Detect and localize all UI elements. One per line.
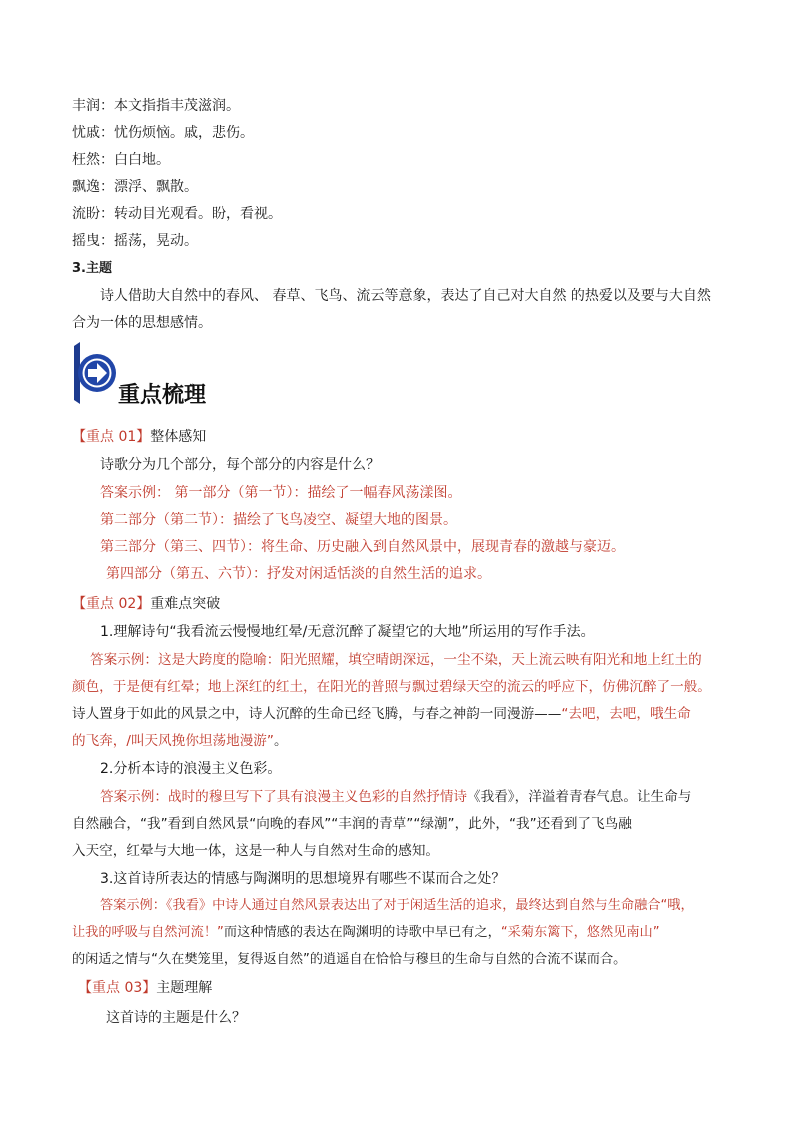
point-label: 【重点 03】 — [78, 980, 157, 996]
point-03-question: 这首诗的主题是什么？ — [106, 1010, 246, 1026]
theme-paragraph-line: 合为一体的思想感情。 — [72, 315, 212, 331]
answer-1-line — [72, 732, 288, 750]
answer-quote: “去吧，去吧，哦生命 — [561, 706, 691, 722]
vocab-def: 摇荡，晃动。 — [114, 233, 198, 249]
question-1: 1.理解诗句“我看流云慢慢地红晕/无意沉醉了凝望它的大地”所运用的写作手法。 — [100, 624, 595, 640]
vocab-term: 丰润 — [72, 98, 100, 114]
vocab-item: 丰润：本文指指丰茂滋润。 — [72, 98, 240, 114]
point-01-heading — [72, 428, 206, 446]
answer-quote: “采菊东篱下，悠然见南山” — [500, 925, 660, 940]
answer-line: 第四部分（第五、六节）：抒发对闲适恬淡的自然生活的追求。 — [106, 566, 491, 582]
answer-line: 第二部分（第二节）：描绘了飞鸟凌空、凝望大地的图景。 — [100, 512, 457, 528]
answer-quote: 让我的呼吸与自然河流！” — [72, 925, 224, 940]
vocab-term: 飘逸 — [72, 179, 100, 195]
answer-line: 答案示例： 第一部分（第一节）：描绘了一幅春风荡漾图。 — [100, 485, 462, 501]
point-03-heading — [78, 979, 212, 997]
theme-paragraph-line: 诗人借助大自然中的春风、 春草、飞鸟、流云等意象，表达了自己对大自然 的热爱以及要与大自然 — [100, 288, 711, 304]
point-title: 主题理解 — [156, 980, 213, 996]
vocab-term: 摇曳 — [72, 233, 100, 249]
vocab-item: 飘逸：漂浮、飘散。 — [72, 179, 198, 195]
answer-1-line: 答案示例：这是大跨度的隐喻：阳光照耀，填空晴朗深远，一尘不染，天上流云映有阳光和地上红土的 — [90, 652, 702, 668]
point-title: 重难点突破 — [150, 596, 221, 612]
answer-text: 《我看》，洋溢着青春气息。让生命与 — [467, 789, 692, 805]
vocab-def: 漂浮、飘散。 — [114, 179, 198, 195]
point-label: 【重点 02】 — [72, 596, 151, 612]
answer-3-line — [100, 897, 694, 915]
point-title: 整体感知 — [150, 429, 207, 445]
answer-quote: “哦， — [660, 898, 694, 913]
vocab-item: 忧戚：忧伤烦恼。戚，悲伤。 — [72, 125, 254, 141]
vocab-item: 枉然：白白地。 — [72, 152, 170, 168]
answer-3-line — [72, 924, 660, 942]
vocab-def: 白白地。 — [114, 152, 170, 168]
vocab-item: 流盼：转动目光观看。盼，看视。 — [72, 206, 282, 222]
section-title: 重点梳理 — [118, 382, 207, 408]
vocab-term: 流盼 — [72, 206, 100, 222]
answer-text: 诗人置身于如此的风景之中，诗人沉醉的生命已经飞腾，与春之神韵一同漫游—— — [72, 706, 562, 722]
answer-text: 。 — [273, 733, 288, 749]
answer-1-line: 颜色，于是便有红晕；地上深红的红土，在阳光的普照与飘过碧绿天空的流云的呼应下，仿佛沉醉了一般。 — [72, 679, 711, 695]
answer-text: 答案示例：战时的穆旦写下了具有浪漫主义色彩的自然抒情诗 — [100, 789, 468, 805]
answer-text: 答案示例：《我看》中诗人通过自然风景表达出了对于闲适生活的追求，最终达到自然与生命融合 — [100, 898, 661, 913]
vocab-term: 忧戚 — [72, 125, 100, 141]
vocab-term: 枉然 — [72, 152, 100, 168]
answer-quote: 的飞奔，/叫天风挽你坦荡地漫游” — [72, 733, 274, 749]
point-02-heading — [72, 595, 220, 613]
question-2: 2.分析本诗的浪漫主义色彩。 — [100, 761, 282, 777]
vocab-def: 本文指指丰茂滋润。 — [114, 98, 240, 114]
vocab-def: 忧伤烦恼。戚，悲伤。 — [114, 125, 254, 141]
answer-2-line: 入天空，红晕与大地一体，这是一种人与自然对生命的感知。 — [72, 843, 440, 859]
theme-heading: 3.主题 — [72, 261, 112, 276]
answer-1-line — [72, 705, 691, 723]
answer-2-line — [100, 788, 691, 806]
answer-line: 第三部分（第三、四节）：将生命、历史融入到自然风景中，展现青春的激越与豪迈。 — [100, 539, 625, 555]
arrow-right-icon — [72, 342, 120, 404]
point-01-question: 诗歌分为几个部分，每个部分的内容是什么？ — [100, 457, 380, 473]
answer-text: 而这种情感的表达在陶渊明的诗歌中早已有之， — [223, 925, 501, 940]
vocab-item: 摇曳：摇荡，晃动。 — [72, 233, 198, 249]
answer-3-line: 的闲适之情与“久在樊笼里，复得返自然”的逍遥自在恰恰与穆旦的生命与自然的合流不谋而合。 — [72, 952, 627, 967]
answer-2-line: 自然融合，“我”看到自然风景“向晚的春风”“丰润的青草”“绿潮”，此外，“我”还看到了飞鸟融 — [72, 816, 632, 832]
point-label: 【重点 01】 — [72, 429, 151, 445]
question-3: 3.这首诗所表达的情感与陶渊明的思想境界有哪些不谋而合之处？ — [100, 871, 506, 887]
vocab-def: 转动目光观看。盼，看视。 — [114, 206, 282, 222]
